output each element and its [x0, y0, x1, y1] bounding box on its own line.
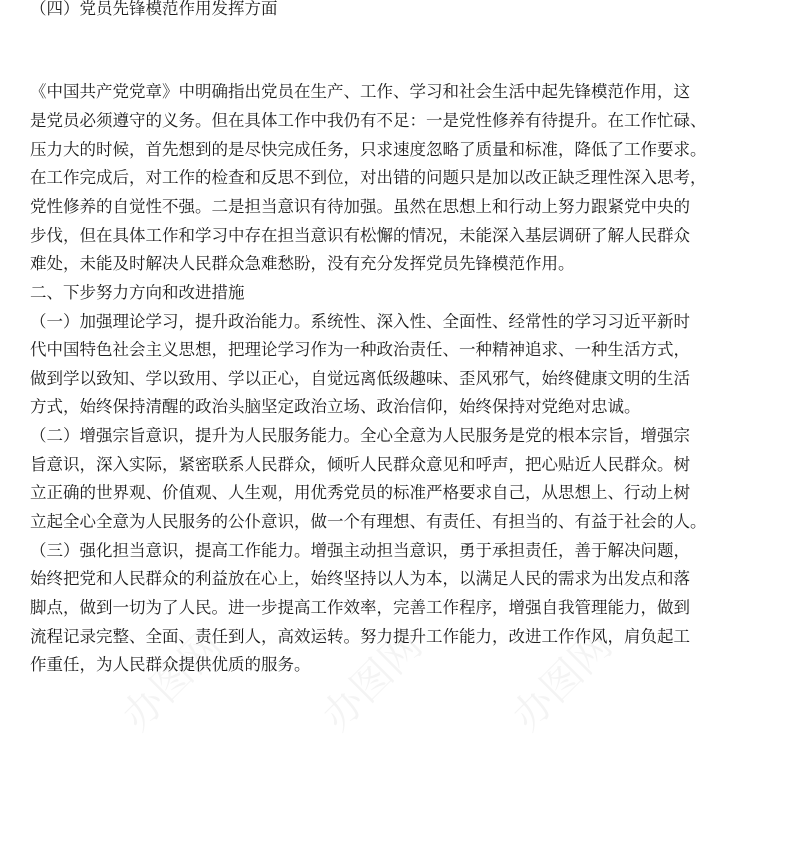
paragraph-line: （三）强化担当意识，提高工作能力。增强主动担当意识，勇于承担责任，善于解决问题， — [30, 541, 690, 560]
paragraph-line: 《中国共产党党章》中明确指出党员在生产、工作、学习和社会生活中起先锋模范作用，这 — [30, 82, 690, 101]
paragraph-line: 做到学以致知、学以致用、学以正心，自觉远离低级趣味、歪风邪气，始终健康文明的生活 — [30, 369, 690, 388]
paragraph-line: 难处，未能及时解决人民群众急难愁盼，没有充分发挥党员先锋模范作用。 — [30, 254, 575, 273]
paragraph-line: 步伐，但在具体工作和学习中存在担当意识有松懈的情况，未能深入基层调研了解人民群众 — [30, 226, 690, 245]
paragraph-line: 旨意识，深入实际，紧密联系人民群众，倾听人民群众意见和呼声，把心贴近人民群众。树 — [30, 455, 690, 474]
paragraph-line: 立正确的世界观、价值观、人生观，用优秀党员的标准严格要求自己，从思想上、行动上树 — [30, 483, 690, 502]
paragraph-line: 代中国特色社会主义思想，把理论学习作为一种政治责任、一种精神追求、一种生活方式， — [30, 340, 690, 359]
paragraph-line: 压力大的时候，首先想到的是尽快完成任务，只求速度忽略了质量和标准，降低了工作要求。 — [30, 140, 707, 159]
section-heading: （四）党员先锋模范作用发挥方面 — [30, 0, 278, 18]
paragraph-line: （二）增强宗旨意识，提升为人民服务能力。全心全意为人民服务是党的根本宗旨，增强宗 — [30, 426, 690, 445]
paragraph-line: 始终把党和人民群众的利益放在心上，始终坚持以人为本，以满足人民的需求为出发点和落 — [30, 569, 690, 588]
paragraph-line: 流程记录完整、全面、责任到人，高效运转。努力提升工作能力，改进工作作风，肩负起工 — [30, 627, 690, 646]
paragraph-line: （一）加强理论学习，提升政治能力。系统性、深入性、全面性、经常性的学习习近平新时 — [30, 312, 690, 331]
paragraph-line: 立起全心全意为人民服务的公仆意识，做一个有理想、有责任、有担当的、有益于社会的人。 — [30, 512, 707, 531]
paragraph-line: 方式，始终保持清醒的政治头脑坚定政治立场、政治信仰，始终保持对党绝对忠诚。 — [30, 397, 641, 416]
paragraph-line: 作重任，为人民群众提供优质的服务。 — [30, 655, 311, 674]
paragraph-line: 党性修养的自觉性不强。二是担当意识有待加强。虽然在思想上和行动上努力跟紧党中央的 — [30, 197, 690, 216]
paragraph-line: 是党员必须遵守的义务。但在具体工作中我仍有不足：一是党性修养有待提升。在工作忙碌、 — [30, 111, 707, 130]
paragraph-line: 脚点，做到一切为了人民。进一步提高工作效率，完善工作程序，增强自我管理能力，做到 — [30, 598, 690, 617]
section-heading: 二、下步努力方向和改进措施 — [30, 283, 245, 302]
paragraph-line: 在工作完成后，对工作的检查和反思不到位，对出错的问题只是加以改正缺乏理性深入思考， — [30, 168, 707, 187]
